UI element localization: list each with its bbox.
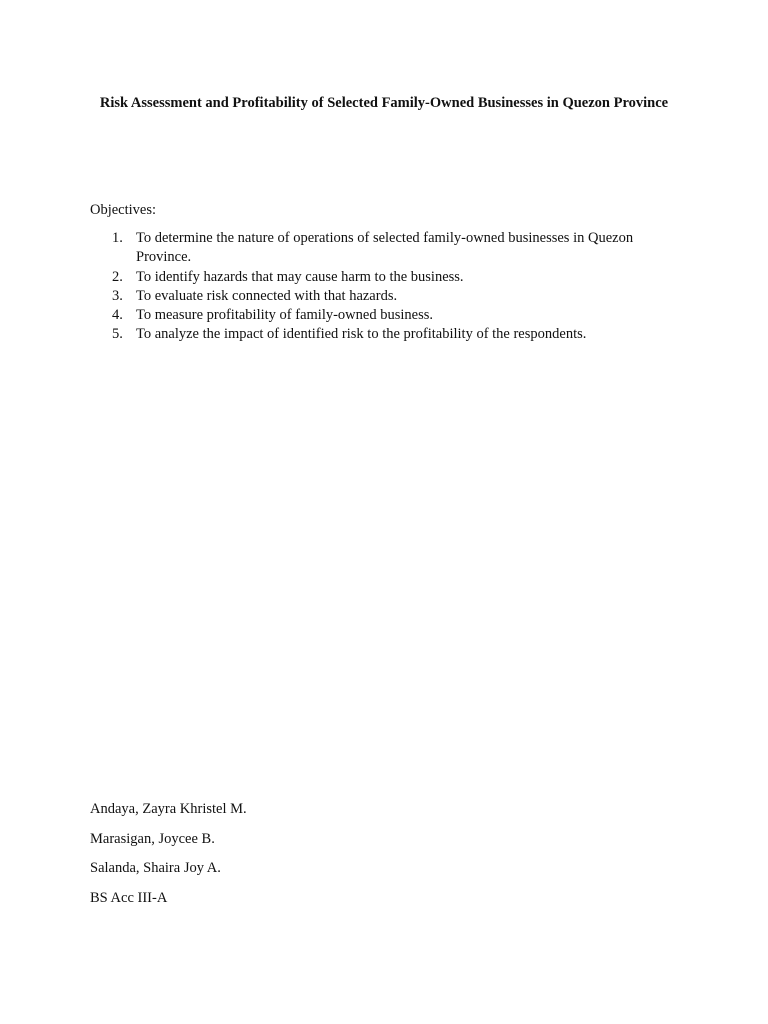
objective-number: 5. [112,326,123,343]
objectives-list [90,229,680,345]
author-name: Andaya, Zayra Khristel M. [90,801,247,817]
objective-item [90,325,680,344]
author-name: Salanda, Shaira Joy A. [90,860,221,877]
objective-text: To determine the nature of operations of selected family-owned businesses in Quezon Province. [136,230,634,266]
authors-block [90,799,247,918]
objective-text: To analyze the impact of identified risk to the profitability of the respondents. [136,326,587,343]
objective-item [90,306,680,325]
author-name: Marasigan, Joycee B. [90,830,215,847]
objective-number: 2. [112,268,123,285]
objective-text: To measure profitability of family-owned business. [136,307,433,324]
objectives-heading: Objectives: [90,202,157,218]
objective-item [90,229,680,268]
objective-number: 1. [112,230,123,246]
class-section: BS Acc III-A [90,890,168,907]
objective-number: 3. [112,287,123,304]
document-title: Risk Assessment and Profitability of Selected Family-Owned Businesses in Quezon Province [99,95,669,111]
objective-number: 4. [112,307,123,324]
objective-text: To identify hazards that may cause harm to the business. [136,268,464,285]
objective-item [90,268,680,287]
objective-text: To evaluate risk connected with that hazards. [136,287,398,304]
objective-item [90,287,680,306]
